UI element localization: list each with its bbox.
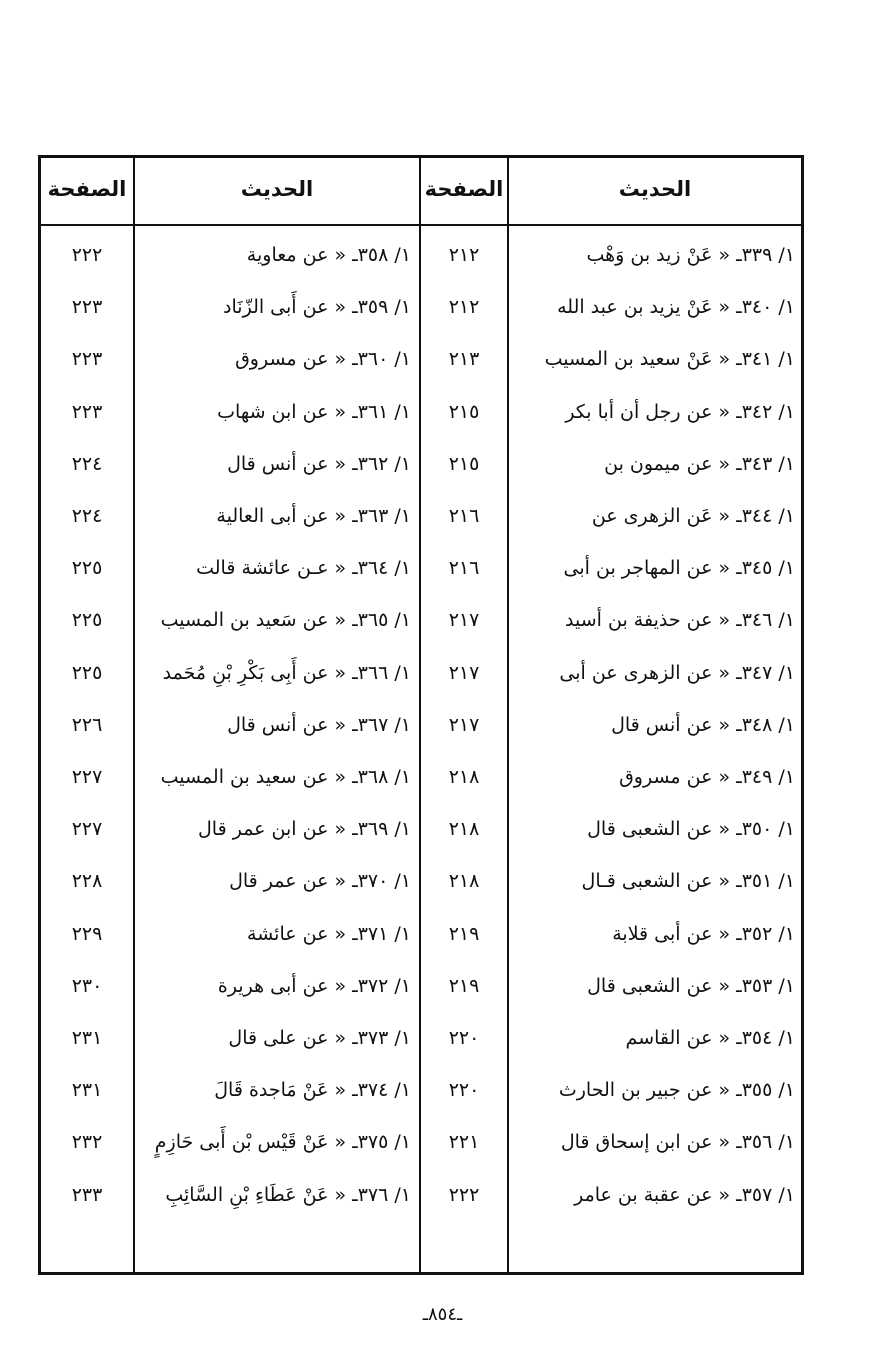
right-page-cell: ٢١٥ (448, 400, 480, 423)
left-hadith-cell: ١/ ٣٥٨ـ « عن معاوية (246, 244, 411, 266)
right-hadith-cell: ١/ ٣٤٠ـ « عَنْ يزيد بن عبد الله (557, 296, 795, 319)
left-hadith-cell: ١/ ٣٧٤ـ « عَنْ مَاجدة قَالَ (214, 1079, 411, 1102)
header-left-hadith: الحديث (240, 177, 314, 201)
right-page-cell: ٢١٧ (448, 713, 480, 736)
right-hadith-cell: ١/ ٣٥٦ـ « عن ابن إسحاق قال (560, 1131, 795, 1154)
left-page-cell: ٢٣١ (71, 1079, 103, 1102)
left-page-cell: ٢٢٣ (71, 348, 103, 371)
header-left-page: الصفحة (47, 177, 127, 201)
right-hadith-cell: ١/ ٣٤٢ـ « عن رجل أن أبا بكر (565, 400, 795, 423)
right-hadith-cell: ١/ ٣٥٣ـ « عن الشعبى قال (587, 974, 795, 997)
right-page-cell: ٢١٧ (448, 661, 480, 684)
right-hadith-cell: ١/ ٣٣٩ـ « عَنْ زيد بن وَهْب (586, 244, 795, 266)
right-page-cell: ٢١٨ (448, 870, 480, 893)
right-hadith-cell: ١/ ٣٤٣ـ « عن ميمون بن (604, 452, 795, 475)
left-hadith-cell: ١/ ٣٦٠ـ « عن مسروق (235, 348, 411, 371)
left-page-cell: ٢٢٧ (71, 766, 103, 788)
table-row (41, 908, 801, 960)
right-hadith-cell: ١/ ٣٤٨ـ « عن أنس قال (611, 713, 795, 736)
right-hadith-cell: ١/ ٣٤٩ـ « عن مسروق (619, 766, 795, 788)
right-page-cell: ٢١٦ (448, 557, 480, 580)
right-hadith-cell: ١/ ٣٥٤ـ « عن القاسم (625, 1027, 795, 1049)
right-hadith-cell: ١/ ٣٤٥ـ « عن المهاجر بن أبى (563, 557, 795, 580)
left-page-cell: ٢٢٤ (71, 452, 103, 475)
left-page-cell: ٢٢٧ (71, 818, 103, 841)
table-row (41, 438, 801, 490)
table-row (41, 1116, 801, 1168)
left-hadith-cell: ١/ ٣٦٤ـ « عـن عائشة قالت (196, 557, 411, 580)
left-hadith-cell: ١/ ٣٧٢ـ « عن أبى هريرة (217, 974, 411, 997)
left-page-cell: ٢٢٩ (71, 922, 103, 945)
table-row (41, 699, 801, 751)
right-hadith-cell: ١/ ٣٥٥ـ « عن جبير بن الحارث (558, 1079, 795, 1102)
right-hadith-cell: ١/ ٣٤١ـ « عَنْ سعيد بن المسيب (544, 348, 795, 371)
right-page-cell: ٢١٩ (448, 974, 480, 997)
right-hadith-cell: ١/ ٣٤٧ـ « عن الزهرى عن أبى (559, 661, 795, 684)
page-number: ـ٨٥٤ـ (422, 1304, 463, 1325)
left-hadith-cell: ١/ ٣٦١ـ « عن ابن شهاب (217, 400, 411, 423)
left-hadith-cell: ١/ ٣٧٦ـ « عَنْ عَطَاءِ بْنِ السَّائِبِ (165, 1183, 411, 1206)
right-page-cell: ٢٢١ (448, 1131, 480, 1154)
left-page-cell: ٢٣٣ (71, 1183, 103, 1206)
header-right-page: الصفحة (424, 177, 504, 201)
table-row (41, 960, 801, 1012)
table-row (41, 229, 801, 281)
left-hadith-cell: ١/ ٣٧١ـ « عن عائشة (247, 922, 411, 945)
right-page-cell: ٢١٥ (448, 452, 480, 475)
table-row (41, 594, 801, 646)
table-row (41, 542, 801, 594)
left-page-cell: ٢٢٥ (71, 609, 103, 632)
left-hadith-cell: ١/ ٣٧٣ـ « عن على قال (228, 1027, 411, 1049)
left-hadith-cell: ١/ ٣٦٢ـ « عن أنس قال (227, 452, 411, 475)
left-page-cell: ٢٢٤ (71, 505, 103, 527)
right-page-cell: ٢٢٠ (448, 1079, 480, 1102)
left-page-cell: ٢٣٢ (71, 1131, 103, 1154)
left-hadith-cell: ١/ ٣٧٠ـ « عن عمر قال (229, 870, 411, 893)
hadith-index-table (38, 155, 804, 1275)
right-page-cell: ٢١٨ (448, 818, 480, 841)
table-row (41, 333, 801, 385)
right-hadith-cell: ١/ ٣٤٤ـ « عَن الزهرى عن (591, 505, 795, 527)
right-page-cell: ٢٢٠ (448, 1027, 480, 1049)
left-page-cell: ٢٢٣ (71, 296, 103, 319)
left-page-cell: ٢٣١ (71, 1027, 103, 1049)
left-page-cell: ٢٢٥ (71, 661, 103, 684)
table-row (41, 1169, 801, 1221)
right-page-cell: ٢١٨ (448, 766, 480, 788)
right-page-cell: ٢١٩ (448, 922, 480, 945)
right-page-cell: ٢١٢ (448, 244, 480, 266)
left-hadith-cell: ١/ ٣٦٦ـ « عن أَبِى بَكْرِ بْنِ مُحَمد (162, 661, 411, 684)
left-hadith-cell: ١/ ٣٦٣ـ « عن أبى العالية (216, 505, 411, 527)
table-row (41, 803, 801, 855)
right-page-cell: ٢١٢ (448, 296, 480, 319)
left-page-cell: ٢٢٥ (71, 557, 103, 580)
header-right-hadith: الحديث (618, 177, 692, 201)
right-page-cell: ٢١٣ (448, 348, 480, 371)
left-hadith-cell: ١/ ٣٧٥ـ « عَنْ قَيْس بْن أَبى حَازِمٍ (154, 1131, 411, 1154)
left-hadith-cell: ١/ ٣٦٧ـ « عن أنس قال (227, 713, 411, 736)
right-page-cell: ٢١٦ (448, 505, 480, 527)
table-row (41, 1064, 801, 1116)
right-hadith-cell: ١/ ٣٥٢ـ « عن أبى قلابة (612, 922, 795, 945)
left-page-cell: ٢٢٢ (71, 244, 103, 266)
table-row (41, 647, 801, 699)
left-hadith-cell: ١/ ٣٦٨ـ « عن سعيد بن المسيب (160, 766, 411, 788)
right-page-cell: ٢١٧ (448, 609, 480, 632)
left-page-cell: ٢٢٦ (71, 713, 103, 736)
table-row (41, 1012, 801, 1064)
left-page-cell: ٢٢٨ (71, 870, 103, 893)
table-row (41, 490, 801, 542)
table-row (41, 386, 801, 438)
left-page-cell: ٢٢٣ (71, 400, 103, 423)
table-row (41, 855, 801, 907)
right-page-cell: ٢٢٢ (448, 1183, 480, 1206)
left-hadith-cell: ١/ ٣٥٩ـ « عن أَبى الزّنَاد (223, 296, 411, 319)
right-hadith-cell: ١/ ٣٤٦ـ « عن حذيفة بن أسيد (565, 609, 795, 632)
left-hadith-cell: ١/ ٣٦٩ـ « عن ابن عمر قال (198, 818, 411, 841)
table-row (41, 281, 801, 333)
left-hadith-cell: ١/ ٣٦٥ـ « عن سَعيد بن المسيب (160, 609, 411, 632)
header-rule (41, 224, 801, 226)
right-hadith-cell: ١/ ٣٥٠ـ « عن الشعبى قال (587, 818, 795, 841)
right-hadith-cell: ١/ ٣٥٧ـ « عن عقبة بن عامر (574, 1183, 795, 1206)
right-hadith-cell: ١/ ٣٥١ـ « عن الشعبى قـال (581, 870, 795, 893)
table-row (41, 751, 801, 803)
left-page-cell: ٢٣٠ (71, 974, 103, 997)
